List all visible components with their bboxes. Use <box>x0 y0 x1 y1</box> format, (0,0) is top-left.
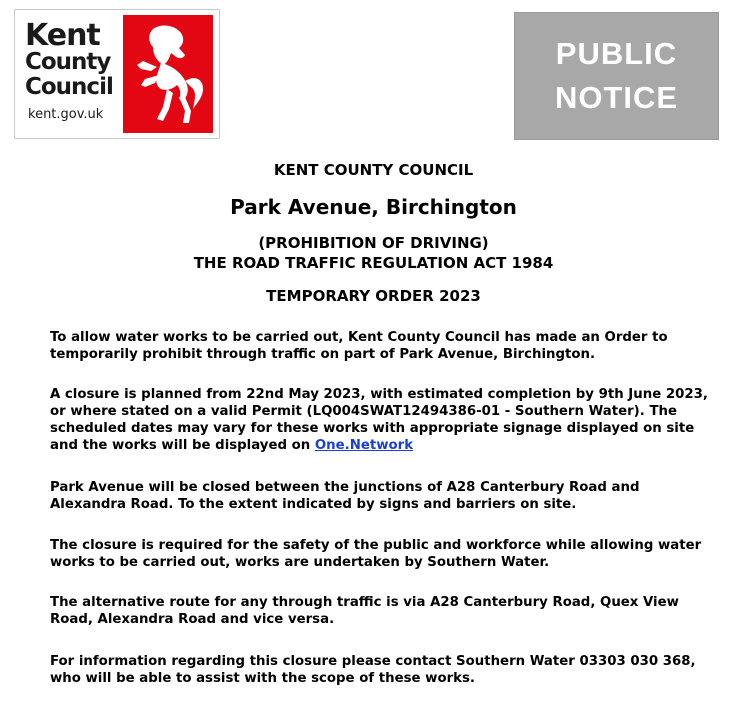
logo-url: kent.gov.uk <box>28 107 104 122</box>
closure-dates-text: A closure is planned from 22nd May 2023, with estimated completion by 9th June 2023, or where stated on a valid Permit (LQ004SWAT12494386-01 - Southern Water). The scheduled dates may vary for these works with appropriate signage displayed on site and the works will be displayed on <box>50 387 708 453</box>
badge-line-notice: NOTICE <box>554 80 679 115</box>
paragraph-alternative-route: The alternative route for any through traffic is via A28 Canterbury Road, Quex View Road, Alexandra Road and vice versa. <box>50 595 679 627</box>
paragraph-closure-dates <box>50 386 710 454</box>
public-notice-badge <box>514 12 719 140</box>
prohibition-line: (PROHIBITION OF DRIVING) <box>258 234 489 252</box>
logo-wordmark <box>25 18 113 100</box>
paragraph-contact-info: For information regarding this closure please contact Southern Water 03303 030 368, who will be able to assist with the scope of these works. <box>50 654 696 686</box>
act-line: THE ROAD TRAFFIC REGULATION ACT 1984 <box>193 254 554 272</box>
paragraph-closure-extent: Park Avenue will be closed between the junctions of A28 Canterbury Road and Alexandra Road. To the extent indicated by signs and barriers on site. <box>50 480 640 512</box>
prohibition-heading <box>0 233 747 273</box>
logo-line-council: Council <box>25 74 113 100</box>
paragraph-closure-reason: The closure is required for the safety of the public and workforce while allowing water works to be carried out, works are undertaken by Southern Water. <box>50 538 702 570</box>
order-heading: TEMPORARY ORDER 2023 <box>266 287 481 305</box>
logo-line-kent: Kent <box>25 18 100 53</box>
badge-line-public: PUBLIC <box>555 36 678 71</box>
paragraph-order-purpose: To allow water works to be carried out, Kent County Council has made an Order to temporarily prohibit through traffic on part of Park Avenue, Birchington. <box>50 330 668 362</box>
logo-line-county: County <box>25 49 111 75</box>
kent-county-council-logo <box>14 9 220 139</box>
invicta-horse-icon <box>123 15 213 133</box>
one-network-link[interactable]: One.Network <box>314 438 414 453</box>
road-title: Park Avenue, Birchington <box>230 195 517 219</box>
council-heading: KENT COUNTY COUNCIL <box>273 161 474 179</box>
